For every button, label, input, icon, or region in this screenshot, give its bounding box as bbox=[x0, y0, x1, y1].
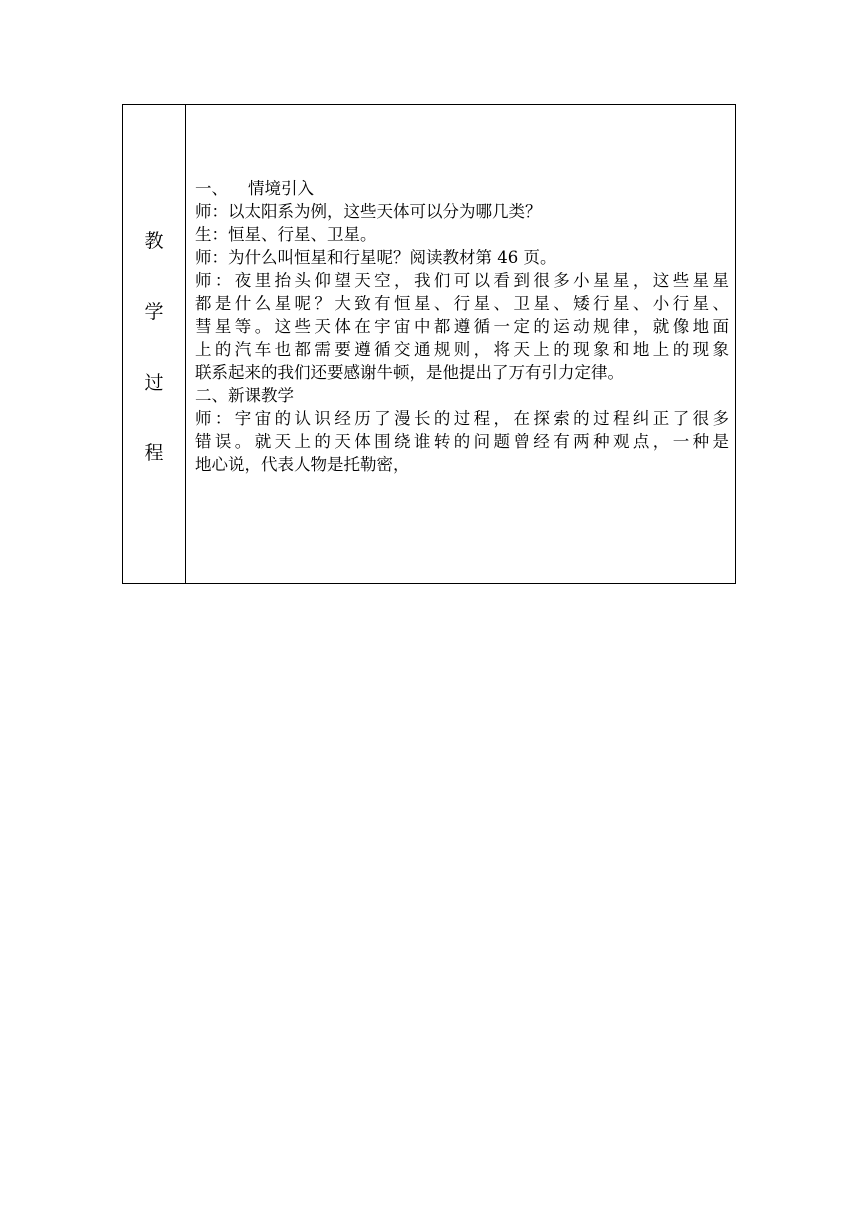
heading-intro-title: 情境引入 bbox=[248, 179, 314, 198]
heading-intro bbox=[195, 177, 729, 200]
column-divider bbox=[185, 104, 186, 584]
content-line: 师：以太阳系为例，这些天体可以分为哪几类？ bbox=[195, 202, 542, 221]
content-line: 彗星等。这些天体在宇宙中都遵循一定的运动规律，就像地面 bbox=[195, 317, 729, 336]
section-label-cell bbox=[123, 105, 185, 583]
label-char-1: 教 bbox=[144, 230, 164, 252]
heading-intro-number: 一、 bbox=[195, 179, 228, 198]
content-line: 错误。就天上的天体围绕谁转的问题曾经有两种观点，一种是 bbox=[195, 432, 729, 451]
lesson-content bbox=[195, 177, 729, 476]
content-line: 都是什么星呢？大致有恒星、行星、卫星、矮行星、小行星、 bbox=[195, 294, 729, 313]
content-line: 上的汽车也都需要遵循交通规则，将天上的现象和地上的现象 bbox=[195, 340, 729, 359]
content-line: 联系起来的我们还要感谢牛顿，是他提出了万有引力定律。 bbox=[195, 363, 624, 382]
content-line: 地心说，代表人物是托勒密， bbox=[195, 455, 410, 474]
content-line: 生：恒星、行星、卫星。 bbox=[195, 225, 377, 244]
label-char-4: 程 bbox=[144, 442, 164, 464]
label-char-3: 过 bbox=[144, 372, 164, 394]
content-line: 师：宇宙的认识经历了漫长的过程，在探索的过程纠正了很多 bbox=[195, 409, 729, 428]
label-char-2: 学 bbox=[144, 301, 164, 323]
content-line: 师：夜里抬头仰望天空，我们可以看到很多小星星，这些星星 bbox=[195, 271, 729, 290]
content-line: 师：为什么叫恒星和行星呢？阅读教材第 46 页。 bbox=[195, 248, 557, 267]
heading-new-lesson: 二、新课教学 bbox=[195, 386, 294, 405]
